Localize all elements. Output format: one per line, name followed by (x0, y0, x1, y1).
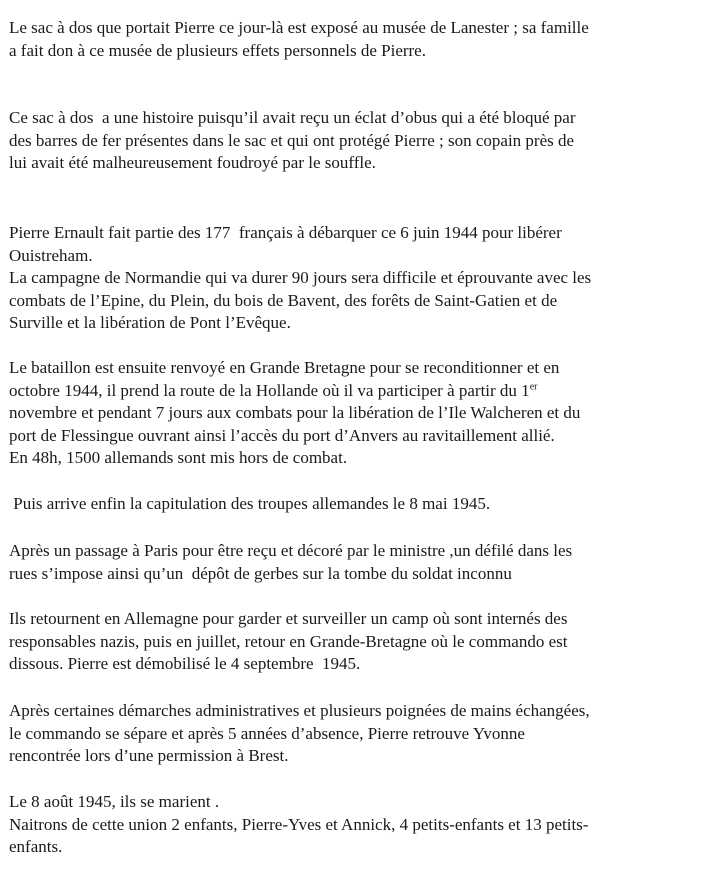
text-line: responsables nazis, puis en juillet, retour en Grande-Bretagne où le commando est (9, 631, 568, 651)
text-line: Le bataillon est ensuite renvoyé en Grande Bretagne pour se reconditionner et en (9, 358, 560, 377)
text-line: Après un passage à Paris pour être reçu et décoré par le ministre ,un défilé dans les (9, 541, 573, 560)
text-line: le commando se sépare et après 5 années d’absence, Pierre retrouve Yvonne (9, 723, 525, 743)
text-line: des barres de fer présentes dans le sac et qui ont protégé Pierre ; son copain près de (9, 130, 575, 150)
text-line: La campagne de Normandie qui va durer 90 jours sera difficile et éprouvante avec les (9, 268, 592, 287)
text-line: rencontrée lors d’une permission à Brest. (9, 746, 289, 765)
text-line: lui avait été malheureusement foudroyé par le souffle. (9, 153, 376, 172)
text-line: Ils retournent en Allemagne pour garder et surveiller un camp où sont internés des (9, 609, 568, 628)
text-line: Ce sac à dos a une histoire puisqu’il avait reçu un éclat d’obus qui a été bloqué par (9, 108, 576, 127)
text-line: dissous. Pierre est démobilisé le 4 septembre 1945. (9, 654, 361, 673)
text-line: Le sac à dos que portait Pierre ce jour-là est exposé au musée de Lanester ; sa famille (9, 18, 589, 37)
text-line: a fait don à ce musée de plusieurs effets personnels de Pierre. (9, 40, 426, 60)
text-line: enfants. (9, 837, 63, 856)
text-line: Ouistreham. (9, 245, 93, 265)
text-line: Surville et la libération de Pont l’Evêque. (9, 313, 291, 332)
text-line: Le 8 août 1945, ils se marient . (9, 792, 220, 811)
text-line: novembre et pendant 7 jours aux combats pour la libération de l’Ile Walcheren et du (9, 403, 581, 422)
superscript: er (529, 380, 538, 392)
text-line: combats de l’Epine, du Plein, du bois de Bavent, des forêts de Saint-Gatien et de (9, 290, 558, 310)
text-line: Naitrons de cette union 2 enfants, Pierre-Yves et Annick, 4 petits-enfants et 13 petits- (9, 814, 589, 834)
text-line: En 48h, 1500 allemands sont mis hors de combat. (9, 448, 348, 467)
text-line: Après certaines démarches administratives et plusieurs poignées de mains échangées, (9, 701, 590, 720)
text-line: Pierre Ernault fait partie des 177 français à débarquer ce 6 juin 1944 pour libérer (9, 223, 562, 242)
text-line: port de Flessingue ouvrant ainsi l’accès du port d’Anvers au ravitaillement allié. (9, 425, 555, 445)
text-line: rues s’impose ainsi qu’un dépôt de gerbes sur la tombe du soldat inconnu (9, 563, 512, 583)
text-line (9, 380, 537, 403)
text-line: Puis arrive enfin la capitulation des troupes allemandes le 8 mai 1945. (9, 494, 491, 513)
text-line-main: octobre 1944, il prend la route de la Hollande où il va participer à partir du 1 (9, 380, 530, 400)
